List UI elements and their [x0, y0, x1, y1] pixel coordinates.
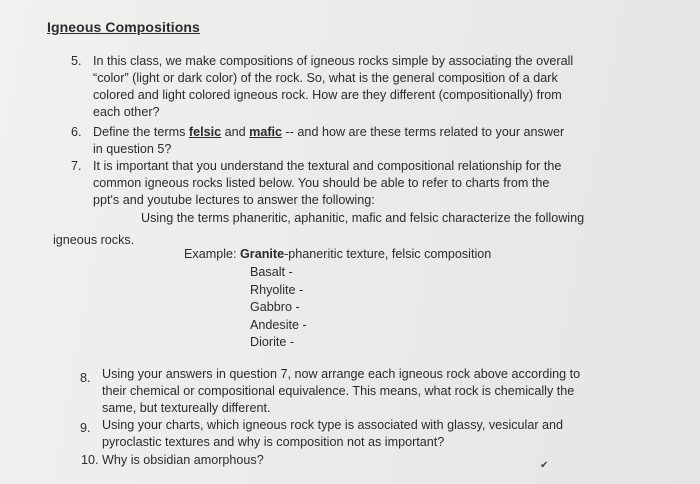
q8-line-2: their chemical or compositional equivalence. This means, what rock is chemically the — [102, 384, 575, 398]
q5-line-1: In this class, we make compositions of igneous rocks simple by associating the overall — [93, 54, 574, 68]
example-rock-name: Granite — [240, 247, 285, 261]
rock-rhyolite: Rhyolite - — [250, 283, 304, 297]
q9-line-1: Using your charts, which igneous rock type is associated with glassy, vesicular and — [102, 418, 564, 432]
felsic-term: felsic — [188, 125, 222, 139]
q9-number: 9. — [80, 421, 91, 435]
q5-line-3: colored and light colored igneous rock. How are they different (compositionally) from — [93, 88, 562, 102]
rock-diorite: Diorite - — [250, 335, 295, 349]
q9-line-2: pyroclastic textures and why is composition not as important? — [102, 435, 445, 449]
pen-mark-icon: ✔ — [540, 460, 549, 471]
q6-text-pre: Define the terms — [93, 125, 189, 139]
q10-number: 10. — [81, 453, 99, 467]
q6-text-post: -- and how are these terms related to your answer — [282, 125, 565, 139]
q7-line-1: It is important that you understand the textural and compositional relationship for the — [93, 159, 562, 173]
q10-text: Why is obsidian amorphous? — [102, 453, 264, 467]
q6-text-and: and — [221, 125, 250, 139]
example-description: -phaneritic texture, felsic composition — [284, 247, 492, 261]
page-title: Igneous Compositions — [47, 19, 200, 35]
example-line — [184, 246, 491, 262]
q5-line-2: “color” (light or dark color) of the rock. So, what is the general composition of a dark — [93, 71, 558, 85]
q5-number: 5. — [71, 54, 82, 68]
q7-line-2: common igneous rocks listed below. You should be able to refer to charts from the — [93, 176, 550, 190]
q8-line-1: Using your answers in question 7, now arrange each igneous rock above according to — [102, 367, 581, 381]
q7-continuation: igneous rocks. — [53, 233, 135, 247]
q7-number: 7. — [71, 159, 82, 173]
q8-line-3: same, but textureally different. — [102, 401, 271, 415]
q6-line-1 — [93, 124, 564, 140]
q6-number: 6. — [71, 125, 82, 139]
rock-gabbro: Gabbro - — [250, 300, 300, 314]
example-label: Example: — [184, 247, 237, 261]
q5-line-4: each other? — [93, 105, 160, 119]
q8-number: 8. — [80, 371, 91, 385]
q7-line-3: ppt's and youtube lectures to answer the following: — [93, 193, 375, 207]
mafic-term: mafic — [249, 125, 283, 139]
q6-line-2: in question 5? — [93, 142, 172, 156]
rock-basalt: Basalt - — [250, 265, 293, 279]
rock-andesite: Andesite - — [250, 318, 307, 332]
q10-line — [81, 452, 264, 468]
q7-instruction: Using the terms phaneritic, aphanitic, mafic and felsic characterize the following — [141, 211, 585, 225]
